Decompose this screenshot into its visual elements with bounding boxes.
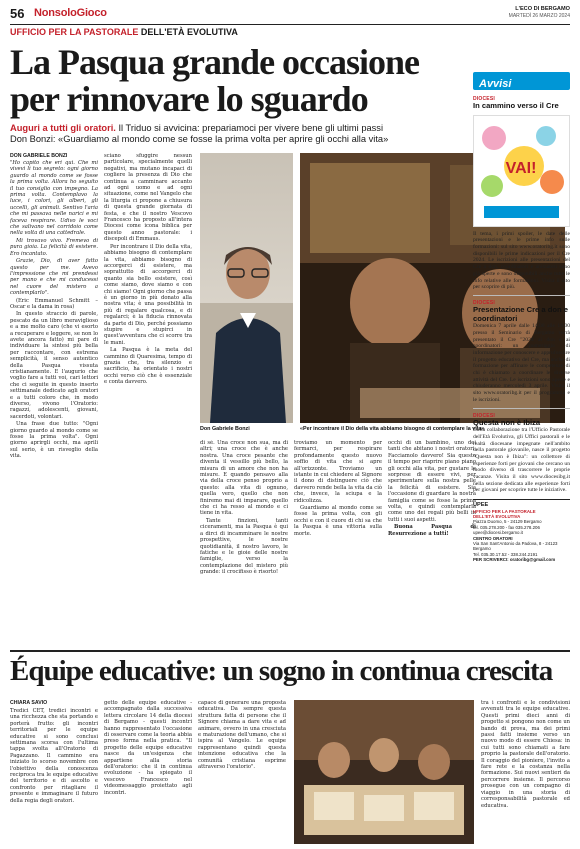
equipe-photo: [294, 700, 474, 844]
kicker-topic: DELL'ETÀ EVOLUTIVA: [140, 27, 238, 37]
sidebar-tab: [473, 72, 570, 90]
article-column-5: [388, 440, 476, 632]
newspaper-name: L'ECO DI BERGAMO: [515, 6, 570, 12]
notice-body: Dalla collaborazione tra l'Ufficio Pastorale dell'Età Evolutiva, gli Uffici pastorali e le realtà diocesane impegnate nell'ambito della pastorale giovanile, nasce il progetto "Questa non è Ibiza": un collettore di esperienze forti per giovani che cercano un modo diverso di trascorrere le proprie vacanze. Visita il sito www.diocesibg.it nella sezione dedicata alle esperienze forti per giovani per scoprire tutte le iniziative.: [473, 427, 570, 494]
article-column-2: [104, 153, 192, 385]
second-column-1: [10, 708, 98, 844]
article-column-1: [10, 160, 98, 632]
contact-line: UFFICIO PER LA PASTORALE: [473, 508, 536, 514]
contact-line: Via San Sant'Antonio da Padova, 8 - 24123 Bergamo: [473, 541, 558, 552]
body-paragraph: Buona Pasqua di Resurrezione a tutti!: [388, 524, 476, 537]
contact-line: upee@diocesi.bergamo.it: [473, 530, 523, 536]
issue-date: MARTEDÌ 26 MARZO 2024: [508, 13, 570, 19]
notice-body: Il tema, i primi spoiler, le date delle presentazioni e le prime info sulle formazioni: sul sito www.oratoribg.it sono disponibili le prime indicazioni per il Cre 2024. Le iscrizioni alle presentazioni del Cre a don, coordinatori e animatori sono già aperte e sono disponibili anche tutte le info relative alle formazioni. Visita il sito per scoprire di più.: [473, 230, 570, 291]
byline: DON GABRIELE BONZI: [10, 153, 68, 159]
body-paragraph: occhi di un bambino, uno dei tanti che abitano i nostri oratori. Facciamolo davvero! Sia questo il tempo per riaprire piano piano gli occhi alla vita, per gustare le sorprese di essere vivi, per sperimentare sulla nostra pelle la felicità di esistere. Sia l'occasione di guardare la nostra famiglia come se fosse la prima volta, e quindi contemplarla come uno dei regali più belli in tutti i suoi aspetti.: [388, 440, 476, 523]
quote-paragraph: Mi trovavo vivo. Fremevo di pura gioia. La felicità di esistere. Ero incantato.: [10, 237, 98, 257]
second-column-2: [104, 700, 192, 844]
body-paragraph: sciano sfuggire nessun particolare, specialmente quelli negativi, ma mutano incapaci di cogliere la presenza di Dio che continua a camminare accanto ad ogni uomo e ad ogni situazione, come nel Vangelo che la liturgia ci propone a chiusura di questa grande giornata di festa, e che il nostro Vescovo Francesco ha proposto all'intera Diocesi come icona biblica per questo anno pastorale: i discepoli di Emmaus.: [104, 153, 192, 243]
portrait-image: [200, 153, 293, 423]
cre-poster-image: [474, 116, 569, 224]
body-paragraph: Una frase due tutto: "Ogni giorno guardo al mondo come se fosse la prima volta". Ogni giorno aprirgli occhi, ma aprili sul serio, è un risveglio della vita.: [10, 421, 98, 460]
body-paragraph: Guardiamo al mondo come se fosse la prima volta, con gli occhi e con il cuore di chi sa che la Pasqua è una vittoria sulla morte.: [294, 505, 382, 537]
body-paragraph: capace di generare una proposta educativa. Da sempre questa struttura fatta di persone che il Signore chiama a dare vita e ad animare, ovvero in una cresciuta e maturazione dell'umano, che si ispira al Vangelo. Le equipe rappresentano quindi questa intenzione educativa che la comunità cristiana esprime attraverso l'oratorio".: [198, 700, 286, 771]
body-paragraph: Tredici CET, tredici incontri e una ricchezza che sta portando e porterà frutto: gli incontri territoriali per le equipe educative si sono conclusi settimana scorsa con l'ultima tappa svolta all'Oratorio di Pagazzano. Il cammino era iniziato lo scorso novembre con l'obiettivo della conoscenza reciproca tra le equipe educative del territorio e di ascolto e confronto per ritagliare il presente e immaginare il futuro della regia degli oratori.: [10, 708, 98, 804]
contact-line: Tel. 035.30.17.52 - 338.244.2191: [473, 551, 538, 557]
body-paragraph: di sé. Una croce non sua, ma di altri; una croce che è anche nostra. Una croce pesante che diventa il vessillo più bello, la misura di un amore che non ha misure. E quando pensavo alla via della croce penso proprio a questo: alla vita di ognuno, quella vero, quello che non finiremo mai di imparare, quello che ci ha resso al mondo e ci tiene in vita.: [200, 440, 288, 517]
sidebar: [473, 72, 570, 637]
contact-line: Piazza Duomo, 5 - 24129 Bergamo: [473, 519, 542, 525]
equipe-image: [294, 700, 474, 844]
sidebar-divider: [473, 295, 570, 296]
notice-title: Presentazione Cre a don e coordinatori: [473, 304, 568, 323]
quote-source: (Eric Emmanuel Schmitt – Oscar e la dama in rosa): [10, 297, 98, 310]
portrait-photo: [200, 153, 293, 423]
subheadline-rest: Il Triduo si avvicina: prepariamoci per vivere bene gli ultimi passi: [118, 123, 384, 133]
body-paragraph: tra i confronti e le condivisioni avvenuti tra le equipe educative. Questi primi dieci anni di progetto si pongono non come un bando di prova, ma dei primi passi fatti insieme verso un nuovo modo di essere Chiesa: in cui tutti sono chiamati a fare proprio la pastorale dell'oratorio. Il coraggio del pioniere, l'invito a fare rete e la costanza nella formazione. Sui nuovi sentieri da percorrere insieme. Il percorso prosegue con un compagno di viaggio in una storia di corresponsabilità pastorale ed educativa.: [481, 700, 570, 809]
subheadline-line2: Don Bonzi: «Guardiamo al mondo come se fosse la prima volta per aprire gli occhi alla vita»: [10, 134, 389, 144]
notice-title: Questa non è Ibiza: [473, 417, 541, 427]
section-rule: [10, 650, 570, 652]
contact-box: [473, 499, 570, 562]
quote-paragraph: "Ho capito che eri qui. Che mi vivevi lì tuo segreto: ogni giorno guardo al mondo come se fosse la prima volta. Allora ho seguito il tuo consiglio con impegno. La prima volta. Contemplavo la luce, i colori, gli alberi, gli uccelli, gli animali. Sentivo l'aria che mi passava nelle narici e mi faceva respirare. Udivo le voci che salivano nel corridoio come nella volta di una cattedrale.: [10, 160, 98, 237]
scene-caption: «Per incontrare il Dio della vita abbiamo bisogno di contemplare la vita»: [300, 426, 485, 432]
second-headline: Équipe educative: un sogno in continua crescita: [10, 655, 553, 687]
second-column-5: [481, 700, 570, 844]
kicker-office: UFFICIO PER LA PASTORALE: [10, 27, 139, 37]
notice-label: DIOCESI: [473, 96, 495, 102]
second-column-3: [198, 700, 286, 844]
header-rule: [10, 24, 570, 25]
svg-text:VAI!: VAI!: [505, 159, 537, 177]
headline-line2: per rinnovare lo sguardo: [10, 79, 368, 119]
notice-label: DIOCESI: [473, 412, 495, 419]
portrait-caption: Don Gabriele Bonzi: [200, 426, 250, 432]
notice-label: DIOCESI: [473, 299, 495, 306]
body-paragraph: troviamo un momento per fermarci, per respirare profondamente questo nuovo soffio di vita che si apre all'orizzonte. Troviamo un istante in cui chiedere al Signore il dono di distinguere ciò che davvero rende bella la vita da ciò che, invece, la sciupa e la ridicolizza.: [294, 440, 382, 504]
contact-logo: UPEE: [473, 502, 489, 509]
page-number: 56: [10, 6, 25, 21]
sidebar-tab-label: Avvisi: [479, 78, 512, 90]
contact-line: PER SCRIVERCI: oratoribg@gmail.com: [473, 557, 556, 563]
subheadline: [10, 123, 460, 145]
contact-line: DELL'ETÀ EVOLUTIVA: [473, 513, 521, 519]
kicker: [10, 27, 238, 37]
headline-line1: La Pasqua grande occasione: [10, 42, 420, 82]
contact-line: tel. 035.278.200 - fax 035.278.206: [473, 524, 540, 530]
notice-title: In cammino verso il Cre: [473, 101, 559, 110]
second-byline: CHIARA SAVIO: [10, 700, 48, 706]
body-paragraph: La Pasqua è la meta del cammino di Quaresima, tempo di grazia che, tra silenzio e sacrificio, ha orientato i nostri occhi verso ciò che è essenziale e conta davvero.: [104, 347, 192, 385]
section-brand: NonsoloGioco: [34, 7, 107, 19]
article-column-3: [200, 440, 288, 632]
body-paragraph: Tante finzioni, tanti ciceramenti, ma la Pasqua è qui a dirci di incamminare le nostre prospettive, le nostre quotidianità, il nostro lavoro, le fatiche e le gioie delle nostre famiglie, verso la contemplazione del mistero più grande: il crocifisso è risorto!: [200, 517, 288, 576]
subheadline-bold: Auguri a tutti gli oratori.: [10, 123, 116, 133]
quote-paragraph: Grazie, Dio, di aver fatto questo per me. Avevo l'impressione che mi prendessi per mano e che mi conducessi nel cuore del mistero a contemplarlo".: [10, 258, 98, 297]
notice-body: Domenica 7 aprile dalle 14.00 alle 19.00 presso il Seminario di Bergamo verrà presentato il Cre "2024 ai don e ai coordinatori: un pomeriggio di informazione per conoscere e approfondire il progetto educativo del Cre, ma anche di formazione per affinare le competenze di chi è chiamato a coordinare le diverse attività del Cre. Le iscrizioni sono aperte e chiuderanno mercoledì 3 aprile. Visita il sito www.oratoribg.it per il programma e le iscrizioni.: [473, 323, 570, 403]
body-paragraph: In questo straccio di parole, pescato da un libro meraviglioso e a me molto caro (che vi esorto a recuperare e leggere, se non lo avete ancora fatto) mi pare di individuare la sintesi più bella per raccontare, con estrema semplicità, il senso autentico della Pasqua vissuta cristianamente. E l'augurio che voglio fare a tutti voi, cari lettori che ci seguite in questo inserto settimanale dedicato agli oratori e a tutti coloro che, in modo diverso, vivono l'Oratorio: ragazzi, adolescenti, giovani, sacerdoti, volontari.: [10, 311, 98, 420]
body-paragraph: Per incontrare il Dio della vita, abbiamo bisogno di contemplare la vita, abbiamo bisogno di accorgerci di esistere, ma soprattutto di accorgerci di quanto sia bello esistere, così come siamo, dove siamo e con chi siamo! Ogni giorno che passa è un giorno in più donato alla nostra vita; è una possibilità in più di regalare qualcosa, e di regalarci; è la fiducia rinnovata da parte di Dio, perché possiamo stupire e stupirci in quest'avventura che ci scorre tra le mani.: [104, 243, 192, 346]
body-paragraph: getto delle equipe educative - accompagnato dalla successiva lettera circolare 14 della diocesi di Bergamo - questi incontri hanno rappresentato l'occasione di osservare come la teoria abbia preso forma nella pratica. "Il progetto delle equipe educative nasce da un'esigenza che appartiene alla storia dell'oratorio: che il in continua evoluzione - ha spiegato il vescovo Francesco nel videomessaggio proiettato agli incontri.: [104, 700, 192, 796]
cre-poster: [473, 115, 570, 227]
article-column-4: [294, 440, 382, 632]
contact-line: CENTRO ORATORI: [473, 535, 513, 541]
sidebar-divider: [473, 408, 570, 409]
